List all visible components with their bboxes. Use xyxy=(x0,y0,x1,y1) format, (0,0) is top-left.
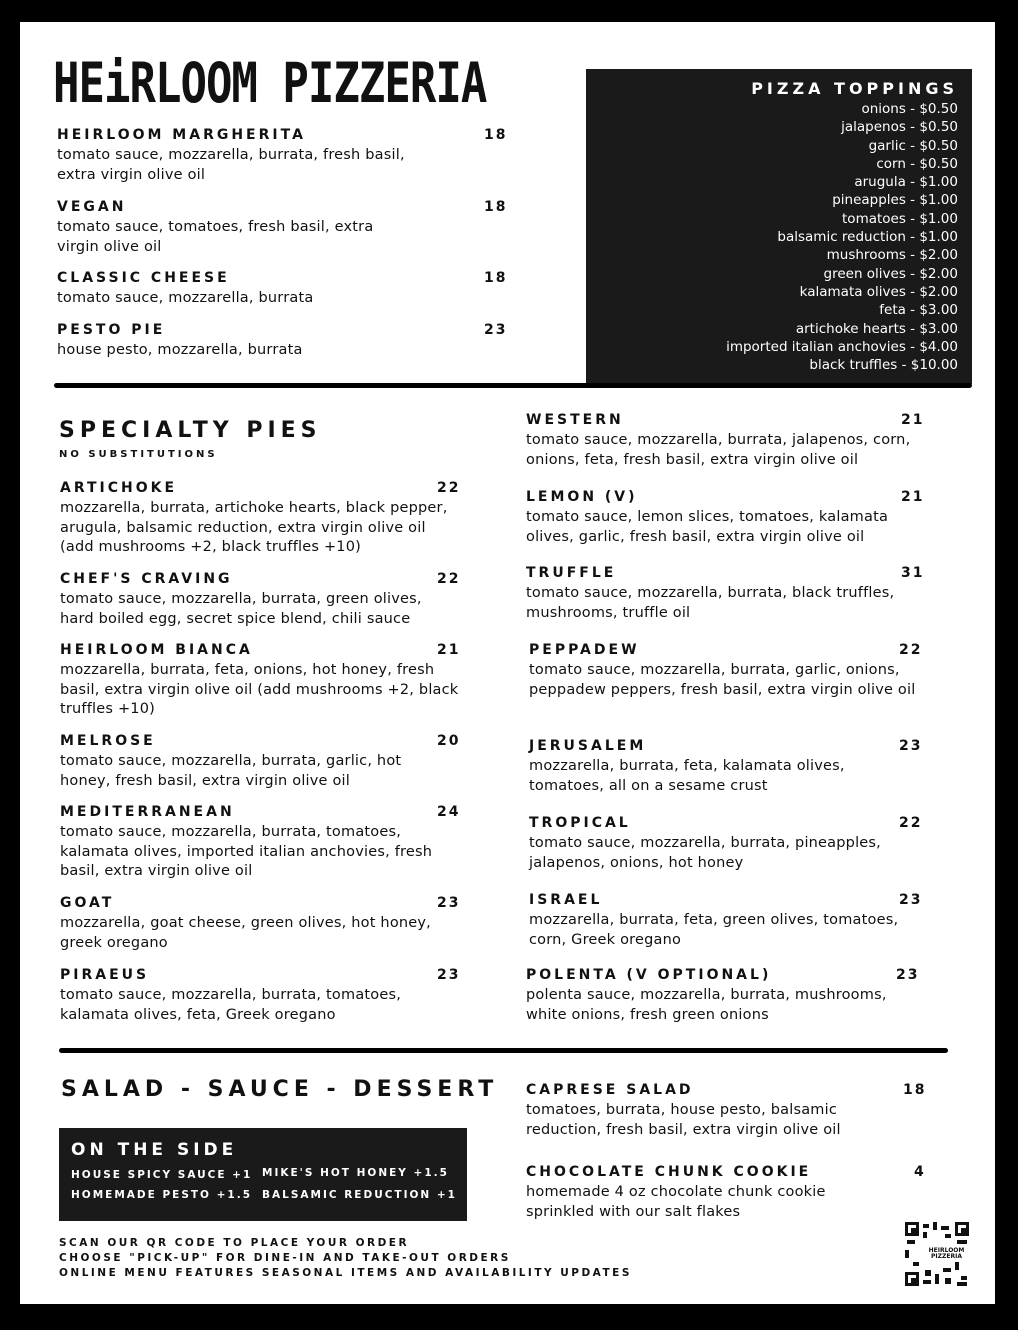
item-name: HEIRLOOM MARGHERITA xyxy=(57,127,306,143)
item-description: house pesto, mozzarella, burrata xyxy=(57,342,303,358)
menu-item xyxy=(529,738,929,796)
item-price: 18 xyxy=(903,1082,927,1098)
item-description: tomatoes, burrata, house pesto, balsamic reduction, fresh basil, extra virgin olive oil xyxy=(526,1102,841,1138)
section-subtitle: NO SUBSTITUTIONS xyxy=(59,449,218,460)
item-price: 22 xyxy=(437,571,461,587)
item-description: tomato sauce, mozzarella, burrata, jalapenos, corn, onions, feta, fresh basil, extra virgin olive oil xyxy=(526,432,911,468)
menu-item xyxy=(529,815,929,873)
item-description: tomato sauce, mozzarella, burrata, fresh basil, extra virgin olive oil xyxy=(57,147,405,183)
item-price: 22 xyxy=(899,815,923,831)
item-price: 18 xyxy=(484,199,508,215)
menu-item xyxy=(57,199,507,257)
topping-item: tomatoes - $1.00 xyxy=(842,210,958,227)
menu-item xyxy=(57,322,507,361)
item-name: TRUFFLE xyxy=(526,565,617,581)
item-name: MELROSE xyxy=(60,733,156,749)
topping-item: mushrooms - $2.00 xyxy=(826,247,958,264)
item-description: tomato sauce, lemon slices, tomatoes, kalamata olives, garlic, fresh basil, extra virgin olive oil xyxy=(526,509,889,545)
item-name: LEMON (V) xyxy=(526,489,638,505)
item-description: mozzarella, burrata, feta, onions, hot honey, fresh basil, extra virgin olive oil (add mushrooms +2, black truffles +10) xyxy=(60,662,459,717)
item-price: 18 xyxy=(484,127,508,143)
item-name: HEIRLOOM BIANCA xyxy=(60,642,253,658)
topping-item: onions - $0.50 xyxy=(861,101,958,117)
item-description: tomato sauce, mozzarella, burrata, pineapples, jalapenos, onions, hot honey xyxy=(529,835,881,871)
qr-code[interactable] xyxy=(905,1222,969,1286)
menu-item xyxy=(60,571,460,629)
toppings-title: PIZZA TOPPINGS xyxy=(751,79,958,98)
topping-item: artichoke hearts - $3.00 xyxy=(795,320,958,337)
item-price: 21 xyxy=(437,642,461,658)
item-price: 23 xyxy=(484,322,508,338)
item-description: mozzarella, burrata, feta, kalamata olives, tomatoes, all on a sesame crust xyxy=(529,758,845,794)
divider xyxy=(59,1048,948,1053)
item-description: tomato sauce, mozzarella, burrata, garlic, onions, peppadew peppers, fresh basil, extra virgin olive oil xyxy=(529,662,916,698)
item-name: CHEF'S CRAVING xyxy=(60,571,233,587)
menu-item xyxy=(57,270,507,309)
item-name: TROPICAL xyxy=(529,815,631,831)
topping-item: balsamic reduction - $1.00 xyxy=(777,229,958,246)
item-description: homemade 4 oz chocolate chunk cookie sprinkled with our salt flakes xyxy=(526,1184,826,1220)
footer-line: SCAN OUR QR CODE TO PLACE YOUR ORDER xyxy=(59,1237,410,1249)
item-name: CHOCOLATE CHUNK COOKIE xyxy=(526,1164,812,1180)
item-description: tomato sauce, mozzarella, burrata, green olives, hard boiled egg, secret spice blend, chili sauce xyxy=(60,591,422,627)
divider xyxy=(54,383,972,388)
section-title: SALAD - SAUCE - DESSERT xyxy=(61,1077,499,1102)
side-item: BALSAMIC REDUCTION +1 xyxy=(262,1189,457,1201)
item-price: 22 xyxy=(437,480,461,496)
footer-notes xyxy=(59,1236,632,1281)
item-price: 31 xyxy=(901,565,925,581)
item-name: CLASSIC CHEESE xyxy=(57,270,230,286)
item-name: GOAT xyxy=(60,895,115,911)
item-description: tomato sauce, mozzarella, burrata, black truffles, mushrooms, truffle oil xyxy=(526,585,895,621)
menu-item xyxy=(60,642,460,720)
side-item: HOMEMADE PESTO +1.5 xyxy=(71,1189,253,1201)
item-name: CAPRESE SALAD xyxy=(526,1082,694,1098)
item-name: ISRAEL xyxy=(529,892,603,908)
item-price: 20 xyxy=(437,733,461,749)
item-description: mozzarella, goat cheese, green olives, hot honey, greek oregano xyxy=(60,915,431,951)
item-price: 23 xyxy=(437,895,461,911)
topping-item: black truffles - $10.00 xyxy=(809,357,958,374)
topping-item: green olives - $2.00 xyxy=(823,265,958,282)
topping-item: arugula - $1.00 xyxy=(854,174,958,191)
menu-item xyxy=(60,967,460,1025)
topping-item: kalamata olives - $2.00 xyxy=(799,283,958,300)
item-name: JERUSALEM xyxy=(529,738,647,754)
item-price: 22 xyxy=(899,642,923,658)
menu-item xyxy=(526,967,926,1025)
on-the-side-title: ON THE SIDE xyxy=(71,1140,238,1160)
menu-item xyxy=(60,480,460,558)
menu-item xyxy=(526,1164,926,1222)
item-name: ARTICHOKE xyxy=(60,480,178,496)
footer-line: ONLINE MENU FEATURES SEASONAL ITEMS AND AVAILABILITY UPDATES xyxy=(59,1267,632,1279)
menu-item xyxy=(526,489,926,547)
item-description: tomato sauce, mozzarella, burrata, tomatoes, kalamata olives, imported italian anchovies, fresh basil, extra virgin olive oil xyxy=(60,824,433,879)
item-name: MEDITERRANEAN xyxy=(60,804,235,820)
item-price: 18 xyxy=(484,270,508,286)
menu-item xyxy=(526,412,926,470)
topping-item: pineapples - $1.00 xyxy=(832,192,958,209)
item-description: tomato sauce, mozzarella, burrata, garlic, hot honey, fresh basil, extra virgin olive oil xyxy=(60,753,402,789)
item-price: 21 xyxy=(901,412,925,428)
menu-item xyxy=(60,804,460,882)
toppings-panel xyxy=(586,69,972,384)
item-name: PIRAEUS xyxy=(60,967,150,983)
item-price: 21 xyxy=(901,489,925,505)
item-description: tomato sauce, mozzarella, burrata, tomatoes, kalamata olives, feta, Greek oregano xyxy=(60,987,402,1023)
topping-item: corn - $0.50 xyxy=(876,155,958,172)
topping-item: imported italian anchovies - $4.00 xyxy=(726,338,958,355)
item-price: 23 xyxy=(437,967,461,983)
item-name: PEPPADEW xyxy=(529,642,640,658)
item-name: VEGAN xyxy=(57,199,127,215)
item-name: WESTERN xyxy=(526,412,624,428)
item-price: 4 xyxy=(914,1164,926,1180)
topping-item: feta - $3.00 xyxy=(879,302,958,319)
qr-label: HEIRLOOM PIZZERIA xyxy=(924,1247,969,1261)
footer-line: CHOOSE "PICK-UP" FOR DINE-IN AND TAKE-OUT ORDERS xyxy=(59,1252,511,1264)
brand-logo: HEiRLOOM PIZZERIA xyxy=(53,52,487,116)
item-price: 23 xyxy=(896,967,920,983)
menu-item xyxy=(57,127,507,185)
topping-item: garlic - $0.50 xyxy=(868,137,958,154)
item-description: polenta sauce, mozzarella, burrata, mushrooms, white onions, fresh green onions xyxy=(526,987,887,1023)
menu-page xyxy=(20,22,995,1304)
item-name: POLENTA (V OPTIONAL) xyxy=(526,967,772,983)
section-title: SPECIALTY PIES xyxy=(59,418,322,443)
menu-item xyxy=(526,565,926,623)
item-description: mozzarella, burrata, feta, green olives, tomatoes, corn, Greek oregano xyxy=(529,912,899,948)
menu-item xyxy=(529,892,929,950)
item-price: 23 xyxy=(899,892,923,908)
item-price: 23 xyxy=(899,738,923,754)
topping-item: jalapenos - $0.50 xyxy=(841,119,958,136)
side-item: MIKE'S HOT HONEY +1.5 xyxy=(262,1167,449,1179)
menu-item xyxy=(526,1082,926,1140)
item-name: PESTO PIE xyxy=(57,322,166,338)
item-price: 24 xyxy=(437,804,461,820)
item-description: tomato sauce, mozzarella, burrata xyxy=(57,290,314,306)
item-description: mozzarella, burrata, artichoke hearts, black pepper, arugula, balsamic reduction, extra virgin olive oil (add mushrooms +2, black truffles +10) xyxy=(60,500,448,555)
side-item: HOUSE SPICY SAUCE +1 xyxy=(71,1169,253,1181)
menu-item xyxy=(529,642,929,700)
menu-item xyxy=(60,733,460,791)
on-the-side-panel xyxy=(59,1128,467,1221)
item-description: tomato sauce, tomatoes, fresh basil, extra virgin olive oil xyxy=(57,219,374,255)
menu-item xyxy=(60,895,460,953)
